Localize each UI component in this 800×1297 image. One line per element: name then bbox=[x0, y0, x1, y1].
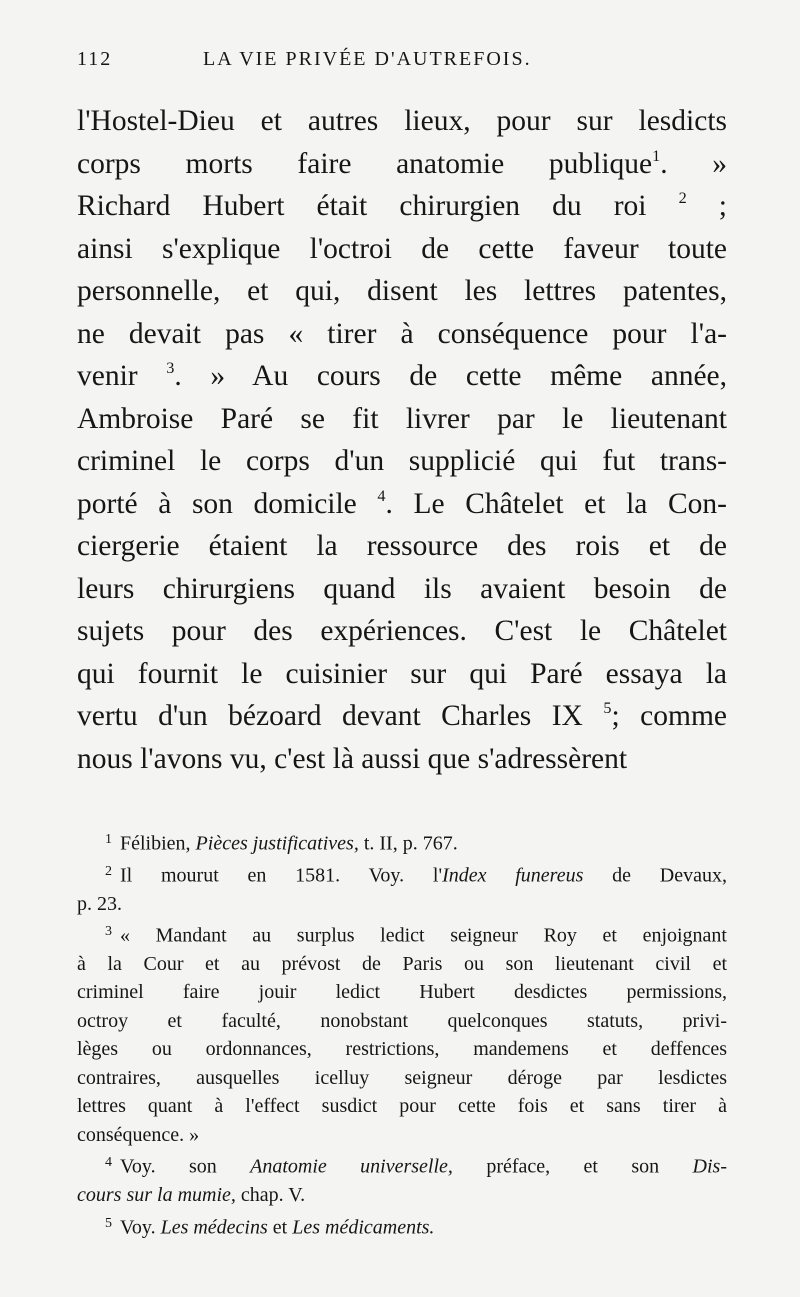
footnote-4: $^4$ Voy. son Anatomie universelle, préface, et son Dis- cours sur la mumie, chap. V. bbox=[77, 1155, 727, 1207]
text-line: venir $^3$. » Au cours de cette même année, bbox=[77, 358, 728, 392]
text-line: l'Hostel-Dieu et autres lieux, pour sur lesdicts bbox=[77, 105, 727, 137]
text-line: vertu d'un bézoard devant Charles IX $^5$; comme bbox=[77, 698, 728, 732]
text-line: porté à son domicile $^4$. Le Châtelet et la Con- bbox=[77, 486, 727, 520]
text-line: leurs chirurgiens quand ils avaient besoin de bbox=[77, 572, 727, 605]
footnote-number: 4 bbox=[105, 1155, 112, 1171]
text-line: ciergerie étaient la ressource des rois et de bbox=[77, 530, 727, 562]
footnote-number: 2 bbox=[105, 863, 112, 879]
footnote-ref: 4 bbox=[377, 486, 386, 505]
footnote-ref: 1 bbox=[652, 146, 661, 165]
footnote-ref: 2 bbox=[678, 188, 687, 207]
footnotes bbox=[77, 826, 727, 1241]
text-line: ainsi s'explique l'octroi de cette faveur toute bbox=[77, 232, 727, 265]
text-line: Richard Hubert était chirurgien du roi $^2$ ; bbox=[77, 188, 727, 222]
text-line: ne devait pas « tirer à conséquence pour l'a- bbox=[77, 317, 727, 350]
running-title: LA VIE PRIVÉE D'AUTREFOIS. bbox=[203, 48, 532, 70]
footnote-ref: 3 bbox=[166, 358, 175, 377]
main-text bbox=[77, 100, 727, 780]
text-line: nous l'avons vu, c'est là aussi que s'adressèrent bbox=[77, 742, 628, 775]
footnote-number: 5 bbox=[105, 1215, 112, 1231]
footnote-3: $^3$ « Mandant au surplus ledict seigneur Roy et enjoignant à la Cour et au prévost de Paris ou son lieutenant civil et criminel faire jouir ledict Hubert desdictes permissions, octroy et faculté, nonobstant quelconques statuts, privi- lèges ou ordonnances, restrictions, mandemens et deffences contraires, ausquelles icelluy seigneur déroge par lesdictes lettres quant à l'effect susdict pour cette fois et sans tirer à conséquence. » bbox=[77, 924, 727, 1146]
text-line: personnelle, et qui, disent les lettres patentes, bbox=[77, 275, 727, 307]
footnote-5: $^5$ Voy. Les médecins et Les médicaments. bbox=[105, 1215, 435, 1238]
page-number: 112 bbox=[77, 48, 113, 70]
text-line: qui fournit le cuisinier sur qui Paré essaya la bbox=[77, 657, 727, 690]
text-line: corps morts faire anatomie publique$^1$. » bbox=[77, 146, 727, 180]
text-line: criminel le corps d'un supplicié qui fut trans- bbox=[77, 445, 727, 477]
footnote-number: 3 bbox=[105, 924, 112, 940]
text-line: sujets pour des expériences. C'est le Châtelet bbox=[77, 615, 727, 647]
text-line: Ambroise Paré se fit livrer par le lieutenant bbox=[77, 402, 727, 435]
footnote-2: $^2$ Il mourut en 1581. Voy. l'Index funereus de Devaux, p. 23. bbox=[77, 863, 727, 915]
footnote-1: $^1$ Félibien, Pièces justificatives, t. II, p. 767. bbox=[105, 832, 458, 855]
footnote-number: 1 bbox=[105, 832, 112, 847]
footnote-ref: 5 bbox=[603, 698, 612, 717]
